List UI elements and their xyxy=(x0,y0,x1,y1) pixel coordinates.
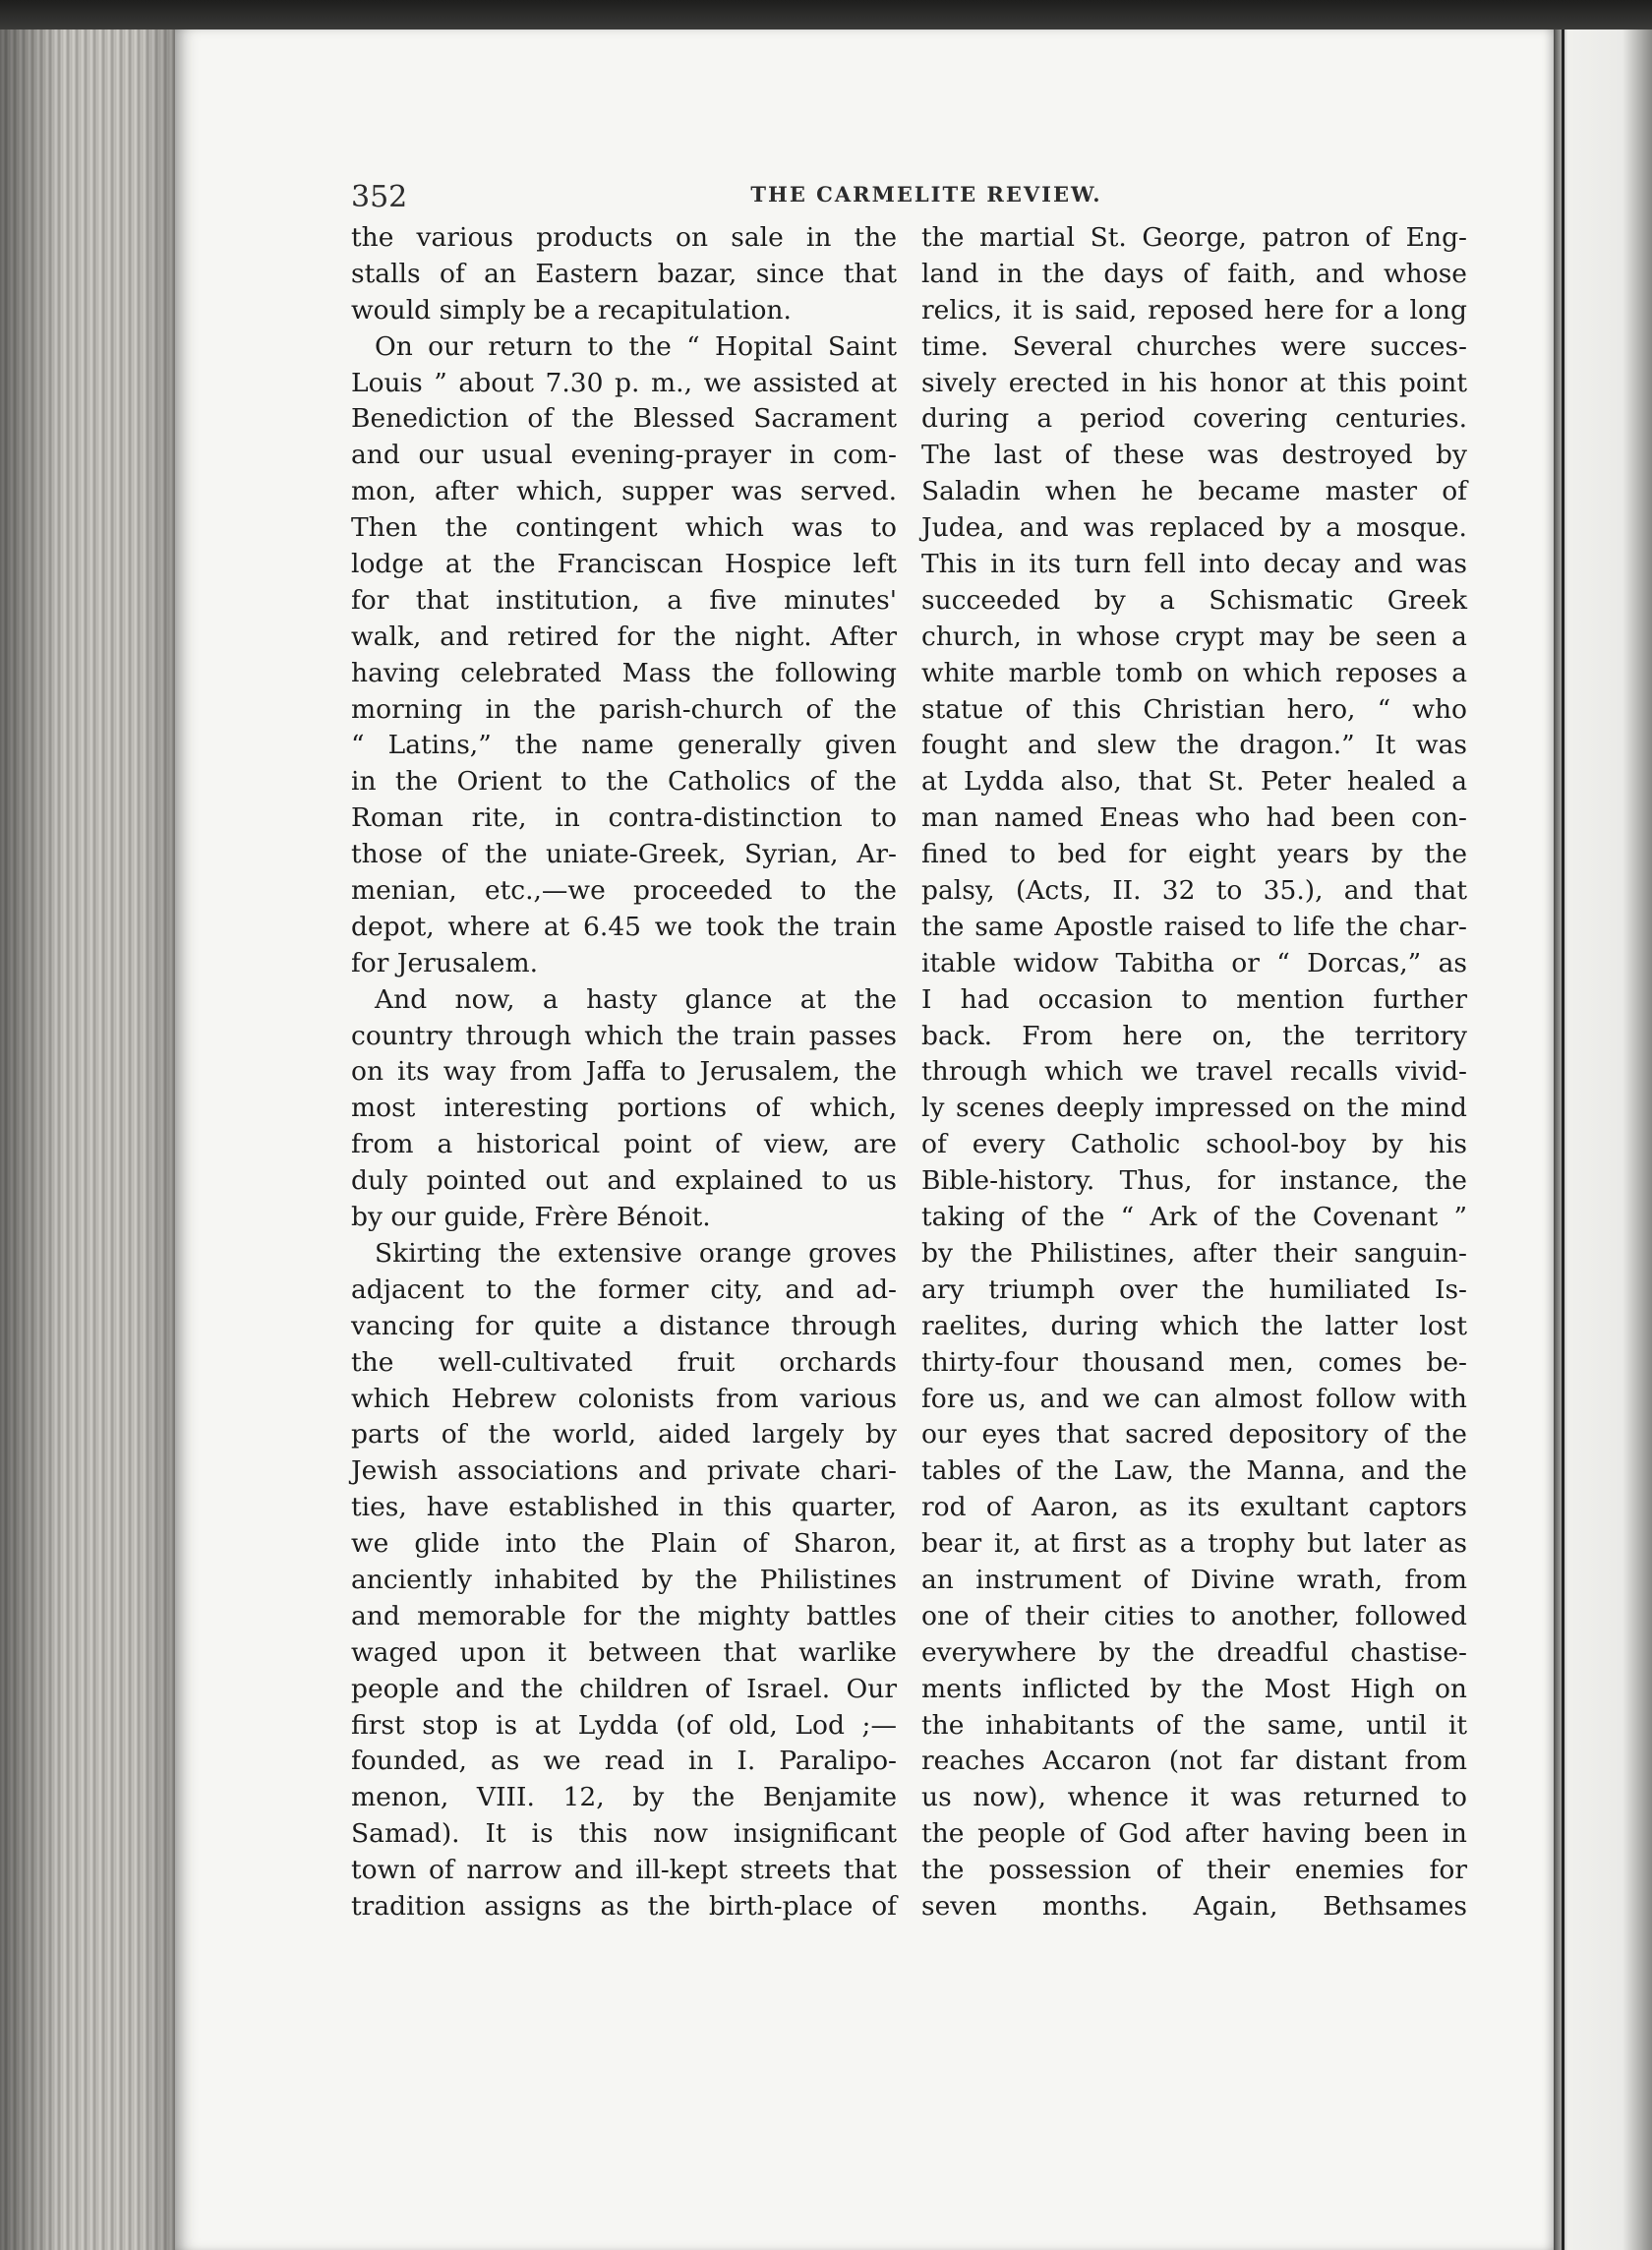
text-line: sively erected in his honor at this point xyxy=(921,367,1467,398)
text-line: church, in whose crypt may be seen a xyxy=(921,621,1467,652)
text-line: most interesting portions of which, xyxy=(351,1093,897,1124)
text-line: bear it, at first as a trophy but later as xyxy=(921,1528,1467,1560)
text-line: which Hebrew colonists from various xyxy=(351,1383,897,1414)
right-text-column xyxy=(921,220,1467,1925)
text-line: statue of this Christian hero, “ who xyxy=(921,693,1467,725)
text-line: having celebrated Mass the following xyxy=(351,657,897,688)
text-line: people and the children of Israel. Our xyxy=(351,1673,897,1704)
text-line: would simply be a recapitulation. xyxy=(351,294,792,326)
text-line: ties, have established in this quarter, xyxy=(351,1492,897,1523)
text-line: “ Latins,” the name generally given xyxy=(351,730,897,761)
text-line: during a period covering centuries. xyxy=(921,403,1467,435)
text-line: And now, a hasty glance at the xyxy=(375,983,897,1015)
text-line: raelites, during which the latter lost xyxy=(921,1310,1467,1341)
text-line: anciently inhabited by the Philistines xyxy=(351,1564,897,1595)
text-line: reaches Accaron (not far distant from xyxy=(921,1746,1467,1777)
text-line: the well-cultivated fruit orchards xyxy=(351,1346,897,1378)
text-line: the martial St. George, patron of Eng- xyxy=(921,222,1467,253)
text-line: and memorable for the mighty battles xyxy=(351,1600,897,1631)
text-line: waged upon it between that warlike xyxy=(351,1636,897,1668)
text-line: from a historical point of view, are xyxy=(351,1129,897,1160)
text-line: itable widow Tabitha or “ Dorcas,” as xyxy=(921,947,1467,978)
text-line: lodge at the Franciscan Hospice left xyxy=(351,549,897,580)
text-line: adjacent to the former city, and ad- xyxy=(351,1273,897,1305)
text-line: first stop is at Lydda (of old, Lod ;— xyxy=(351,1709,897,1741)
text-line: tables of the Law, the Manna, and the xyxy=(921,1455,1467,1487)
text-line: fore us, and we can almost follow with xyxy=(921,1383,1467,1414)
text-line: Bible-history. Thus, for instance, the xyxy=(921,1165,1467,1197)
text-line: duly pointed out and explained to us xyxy=(351,1165,897,1197)
text-line: the inhabitants of the same, until it xyxy=(921,1709,1467,1741)
text-line: On our return to the “ Hopital Saint xyxy=(375,330,897,362)
text-line: on its way from Jaffa to Jerusalem, the xyxy=(351,1056,897,1088)
text-line: everywhere by the dreadful chastise- xyxy=(921,1636,1467,1668)
text-line: the possession of their enemies for xyxy=(921,1855,1467,1886)
text-line: relics, it is said, reposed here for a long xyxy=(921,294,1467,326)
book-page-stack xyxy=(0,30,175,2250)
text-line: Skirting the extensive orange groves xyxy=(375,1237,897,1269)
text-line: vancing for quite a distance through xyxy=(351,1310,897,1341)
text-line: Benediction of the Blessed Sacrament xyxy=(351,403,897,435)
text-line: Samad). It is this now insignificant xyxy=(351,1818,897,1850)
text-line: parts of the world, aided largely by xyxy=(351,1419,897,1451)
text-line: one of their cities to another, followed xyxy=(921,1600,1467,1631)
text-line: by the Philistines, after their sanguin- xyxy=(921,1237,1467,1269)
text-line: seven months. Again, Bethsames xyxy=(921,1890,1467,1922)
text-line: town of narrow and ill-kept streets that xyxy=(351,1855,897,1886)
text-line: ly scenes deeply impressed on the mind xyxy=(921,1093,1467,1124)
text-line: we glide into the Plain of Sharon, xyxy=(351,1528,897,1560)
text-line: menon, VIII. 12, by the Benjamite xyxy=(351,1782,897,1813)
text-line: Louis ” about 7.30 p. m., we assisted at xyxy=(351,367,897,398)
text-line: mon, after which, supper was served. xyxy=(351,476,897,507)
text-line: country through which the train passes xyxy=(351,1020,897,1051)
text-line: walk, and retired for the night. After xyxy=(351,621,897,652)
text-line: fined to bed for eight years by the xyxy=(921,839,1467,870)
text-line: ary triumph over the humiliated Is- xyxy=(921,1273,1467,1305)
text-line: the same Apostle raised to life the char- xyxy=(921,911,1467,942)
text-line: thirty-four thousand men, comes be- xyxy=(921,1346,1467,1378)
text-line: in the Orient to the Catholics of the xyxy=(351,766,897,798)
text-line: morning in the parish-church of the xyxy=(351,693,897,725)
text-line: Jewish associations and private chari- xyxy=(351,1455,897,1487)
page-header xyxy=(351,180,1502,213)
text-line: at Lydda also, that St. Peter healed a xyxy=(921,766,1467,798)
text-line: Roman rite, in contra-distinction to xyxy=(351,802,897,834)
left-text-column xyxy=(351,220,897,1925)
text-line: menian, etc.,—we proceeded to the xyxy=(351,875,897,907)
text-line: for Jerusalem. xyxy=(351,947,539,978)
right-page-edge xyxy=(1554,30,1652,2250)
text-line: the various products on sale in the xyxy=(351,222,897,253)
text-line: fought and slew the dragon.” It was xyxy=(921,730,1467,761)
text-line: the people of God after having been in xyxy=(921,1818,1467,1850)
running-head: THE CARMELITE REVIEW. xyxy=(750,182,1102,207)
text-line: stalls of an Eastern bazar, since that xyxy=(351,258,897,289)
text-line: rod of Aaron, as its exultant captors xyxy=(921,1492,1467,1523)
text-line: Judea, and was replaced by a mosque. xyxy=(921,512,1467,544)
text-line: an instrument of Divine wrath, from xyxy=(921,1564,1467,1595)
text-line: depot, where at 6.45 we took the train xyxy=(351,911,897,942)
text-line: man named Eneas who had been con- xyxy=(921,802,1467,834)
text-line: time. Several churches were succes- xyxy=(921,330,1467,362)
text-line: Then the contingent which was to xyxy=(351,512,897,544)
text-line: back. From here on, the territory xyxy=(921,1020,1467,1051)
text-line: for that institution, a five minutes' xyxy=(351,584,897,616)
text-line: founded, as we read in I. Paralipo- xyxy=(351,1746,897,1777)
text-line: succeeded by a Schismatic Greek xyxy=(921,584,1467,616)
text-line: of every Catholic school-boy by his xyxy=(921,1129,1467,1160)
text-line: This in its turn fell into decay and was xyxy=(921,549,1467,580)
text-line: I had occasion to mention further xyxy=(921,983,1467,1015)
text-line: ments inflicted by the Most High on xyxy=(921,1673,1467,1704)
text-line: through which we travel recalls vivid- xyxy=(921,1056,1467,1088)
text-line: those of the uniate-Greek, Syrian, Ar- xyxy=(351,839,897,870)
top-shadow-edge xyxy=(0,0,1652,30)
text-line: The last of these was destroyed by xyxy=(921,440,1467,471)
text-line: us now), whence it was returned to xyxy=(921,1782,1467,1813)
text-line: palsy, (Acts, II. 32 to 35.), and that xyxy=(921,875,1467,907)
page-number: 352 xyxy=(351,180,408,214)
text-line: our eyes that sacred depository of the xyxy=(921,1419,1467,1451)
text-line: land in the days of faith, and whose xyxy=(921,258,1467,289)
text-line: taking of the “ Ark of the Covenant ” xyxy=(921,1202,1467,1233)
text-line: tradition assigns as the birth-place of xyxy=(351,1890,897,1922)
text-line: and our usual evening-prayer in com- xyxy=(351,440,897,471)
text-line: white marble tomb on which reposes a xyxy=(921,657,1467,688)
text-line: by our guide, Frère Bénoit. xyxy=(351,1202,711,1233)
text-line: Saladin when he became master of xyxy=(921,476,1467,507)
